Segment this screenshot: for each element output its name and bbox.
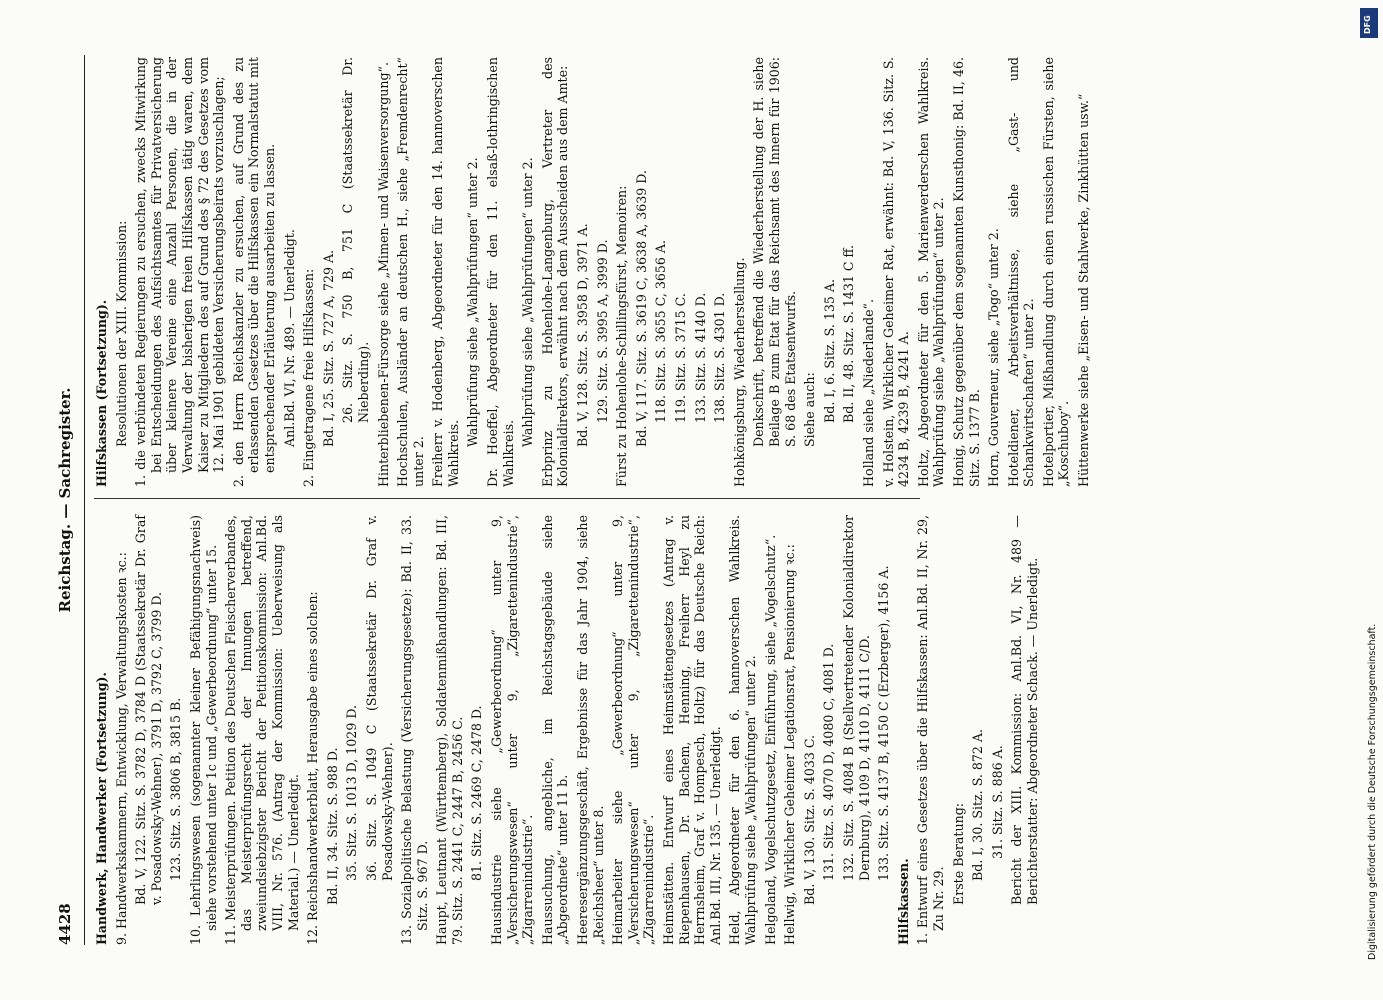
right-column	[94, 57, 1096, 487]
index-entry: Bd. I, 25. Sitz. S. 727 A, 729 A.	[320, 249, 336, 447]
index-entry: Hilfskassen.	[895, 858, 911, 945]
index-entry: 9. Handwerkskammern, Entwicklung, Verwaltungskosten ꝛc.:	[113, 552, 129, 945]
index-entry: 118. Sitz. S. 3655 C, 3656 A.	[653, 240, 669, 423]
index-entry: Hochschulen, Ausländer an deutschen H., siehe „Fremdenrecht“ unter 2.	[395, 57, 426, 487]
index-entry: Hellwig, Wirklicher Geheimer Legationsrat, Pensionierung ꝛc.:	[782, 544, 798, 945]
index-entry: v. Holstein, Wirklicher Geheimer Rat, erwähnt: Bd. V, 136. Sitz. S. 4234 B, 4239 B, 4241 A.	[880, 57, 912, 487]
index-entry: Holtz, Abgeordneter für den 5. Marienwerderschen Wahlkreis. Wahlprüfung siehe „Wahlprüfungen“ unter 2.	[915, 57, 947, 487]
index-entry: Siehe auch:	[802, 372, 818, 447]
index-entry: 2. den Herrn Reichskanzler zu ersuchen, auf Grund des zu erlassenden Gesetzes über die Hilfskassen ein Normalstatut mit entsprechender Erläuterung ausarbeiten zu lassen.	[230, 57, 277, 487]
index-entry: Wahlprüfung siehe „Wahlprüfungen“ unter 2.	[520, 157, 536, 447]
index-entry: Bd. II, 48. Sitz. S. 1431 C ff.	[841, 244, 857, 423]
index-entry: Handwerk, Handwerker (Fortsetzung).	[94, 672, 109, 945]
index-entry: Erste Beratung:	[950, 802, 966, 905]
index-entry: Haupt, Leutnant (Württemberg), Soldatenmißhandlungen: Bd. III, 79. Sitz. S. 2441 C, 2447 B, 2456 C.	[434, 515, 465, 945]
index-entry: 131. Sitz. S. 4070 D, 4080 C, 4081 D.	[821, 643, 837, 881]
index-entry: 123. Sitz. S. 3806 B, 3815 B.	[168, 697, 184, 881]
index-entry: Anl.Bd. VI, Nr. 489. — Unerledigt.	[281, 229, 297, 447]
index-entry: Bd. I, 30. Sitz. S. 872 A.	[970, 728, 986, 881]
index-entry: Bd. V, 130. Sitz. S. 4033 C.	[801, 734, 817, 905]
index-entry: Dr. Hoeffel, Abgeordneter für den 11. elsaß-lothringischen Wahlkreis.	[485, 57, 516, 487]
index-entry: Bd. I, 6. Sitz. S. 135 A.	[821, 278, 837, 423]
index-entry: Honig, Schutz gegenüber dem sogenannten Kunsthonig: Bd. II, 46. Sitz. S. 1377 B.	[950, 57, 982, 487]
index-entry: 11. Meisterprüfungen. Petition des Deutschen Fleischerverbandes, das Meisterprüfungsrecht der Innungen betreffend, zweiundsiebzigster Bericht der Petitionskommission: Anl.Bd. VIII, Nr. 576. (Antrag der Kommission: Ueberweisung als Material.) — Unerledigt.	[223, 515, 301, 945]
index-entry: 35. Sitz. S. 1013 D, 1029 D.	[344, 705, 360, 881]
index-entry: Held, Abgeordneter für den 6. hannoverschen Wahlkreis. Wahlprüfung siehe „Wahlprüfungen“ unter 2.	[727, 515, 758, 945]
index-entry: 36. Sitz. S. 1049 C (Staatssekretär Dr. Graf v. Posadowsky-Wehner).	[363, 515, 395, 881]
index-entry: 31. Sitz. S. 886 A.	[989, 745, 1005, 859]
index-entry: Hotelportier, Mißhandlung durch einen russischen Fürsten, siehe „Koschuboy“.	[1040, 57, 1072, 487]
index-entry: Bd. V, 128. Sitz. S. 3958 D, 3971 A.	[575, 223, 591, 447]
index-entry: Hinterbliebenen-Fürsorge siehe „Mimen- und Waisenversorgung“.	[375, 62, 391, 487]
index-entry: Hausindustrie siehe „Gewerbeordnung“ unter 9, „Versicherungswesen“ unter 9, „Zigarettenindustrie“, „Zigarrenindustrie“.	[489, 515, 536, 945]
index-entry: 138. Sitz. S. 4301 D.	[712, 292, 728, 423]
rotated-page-content	[50, 55, 1330, 945]
index-entry: Heimarbeiter siehe „Gewerbeordnung“ unter 9, „Versicherungswesen“ unter 9, „Zigarettenindustrie“, „Zigarrenindustrie“.	[610, 515, 657, 945]
index-entry: 12. Reichshandwerkerblatt, Herausgabe eines solchen:	[305, 591, 321, 945]
index-entry: Hilfskassen (Fortsetzung).	[94, 299, 109, 487]
index-entry: 1. die verbündeten Regierungen zu ersuchen, zwecks Mitwirkung bei Entscheidungen des Aufsichtsamtes für Privatversicherung über kleinere Vereine eine Anzahl Personen, die in der Verwaltung der bisherigen freien Hilfskassen tätig waren, dem Kaiser zu Mitgliedern des auf Grund des § 72 des Gesetzes vom 12. Mai 1901 gebildeten Versicherungsbeirats vorzuschlagen;	[133, 57, 227, 487]
index-entry: 2. Eingetragene freie Hilfskassen:	[301, 268, 317, 487]
column-divider	[94, 498, 920, 499]
page-header	[50, 55, 85, 945]
index-entry: Helgoland, Vogelschutzgesetz, Einführung, siehe „Vogelschutz“.	[762, 534, 778, 945]
index-entry: Erbprinz zu Hohenlohe-Langenburg, Vertreter des Kolonialdirektors, erwähnt nach dem Ausscheiden aus dem Amte:	[539, 57, 571, 487]
index-entry: 26. Sitz. S. 750 B, 751 C (Staatssekretär Dr. Nieberding).	[340, 57, 371, 423]
index-entry: Horn, Gouverneur, siehe „Togo“ unter 2.	[986, 228, 1002, 487]
index-entry: 119. Sitz. S. 3715 C.	[673, 293, 688, 423]
digitization-note: Digitalisierung gefördert durch die Deutsche Forschungsgemeinschaft.	[1367, 623, 1378, 960]
index-entry: Holland siehe „Niederlande“.	[860, 299, 876, 487]
index-entry: 13. Sozialpolitische Belastung (Versicherungsgesetze): Bd. II, 33. Sitz. S. 967 D.	[399, 515, 430, 945]
index-entry: 132. Sitz. S. 4084 B (Stellvertretender Kolonialdirektor Dernburg), 4109 D, 4110 D, 4111 C/D.	[840, 515, 872, 881]
dfg-logo: DFG	[1360, 8, 1378, 38]
index-entry: Bericht der XIII. Kommission: Anl.Bd. VI, Nr. 489 — Berichterstatter: Abgeordneter Schack. — Unerledigt.	[1009, 515, 1040, 905]
index-entry: Bd. II, 34. Sitz. S. 988 D.	[324, 747, 340, 905]
index-entry: Heeresergänzungsgeschäft, Ergebnisse für das Jahr 1904, siehe „Reichsheer“ unter 8.	[575, 515, 606, 945]
left-column	[94, 515, 1044, 945]
index-entry: 129. Sitz. S. 3995 A, 3999 D.	[594, 239, 610, 423]
index-entry: Hüttenwerke siehe „Eisen- und Stahlwerke, Zinkhütten usw.“	[1076, 93, 1092, 487]
index-entry: 81. Sitz. S. 2469 C, 2478 D.	[469, 705, 485, 881]
index-entry: 133. Sitz. S. 4140 D.	[692, 292, 708, 423]
index-entry: Hoteldiener, Arbeitsverhältnisse, siehe „Gast- und Schankwirtschaften“ unter 2.	[1005, 57, 1037, 487]
index-entry: Freiherr v. Hodenberg, Abgeordneter für den 14. hannoverschen Wahlkreis.	[430, 57, 461, 487]
index-entry: Haussuchung, angebliche, im Reichstagsgebäude siehe „Abgeordnete“ unter 11 b.	[539, 515, 571, 945]
index-entry: Fürst zu Hohenlohe-Schillingsfürst, Memoiren:	[614, 185, 630, 487]
index-entry: Resolutionen der XIII. Kommission:	[113, 220, 129, 447]
index-entry: Denkschrift, betreffend die Wiederherstellung der H. siehe Beilage B zum Etat für das Reichsamt des Innern für 1906: S. 68 des Etatsentwurfs.	[751, 57, 798, 447]
index-entry: Wahlprüfung siehe „Wahlprüfungen“ unter 2.	[465, 157, 481, 447]
index-entry: 1. Entwurf eines Gesetzes über die Hilfskassen: Anl.Bd. II, Nr. 29, Zu Nr. 29.	[915, 515, 946, 945]
index-entry: Bd. V, 117. Sitz. S. 3619 C, 3638 A, 3639 D.	[633, 170, 649, 447]
page-title: Reichstag. — Sachregister.	[56, 387, 74, 613]
index-entry: 133. Sitz. S. 4137 B, 4150 C (Erzberger), 4156 A.	[876, 565, 892, 881]
index-entry: 10. Lehrlingswesen (sogenannter kleiner Befähigungsnachweis) siehe vorstehend unter 1c und „Gewerbeordnung“ unter 15.	[187, 515, 219, 945]
index-entry: Bd. V, 122. Sitz. S. 3782 D, 3784 D (Staatssekretär Dr. Graf v. Posadowsky-Wehner), 3791 D, 3792 C, 3799 D.	[133, 515, 164, 905]
page-number: 4428	[56, 903, 74, 945]
index-entry: Heimstätten. Entwurf eines Heimstättengesetzes (Antrag v. Riepenhausen, Dr. Bachem, Henning, Freiherr Heyl zu Herrnsheim, Graf v. Hompesch, Holtz) für das Deutsche Reich: Anl.Bd. III, Nr. 135. — Unerledigt.	[661, 515, 723, 945]
index-entry: Hohkönigsburg, Wiederherstellung.	[731, 257, 747, 487]
